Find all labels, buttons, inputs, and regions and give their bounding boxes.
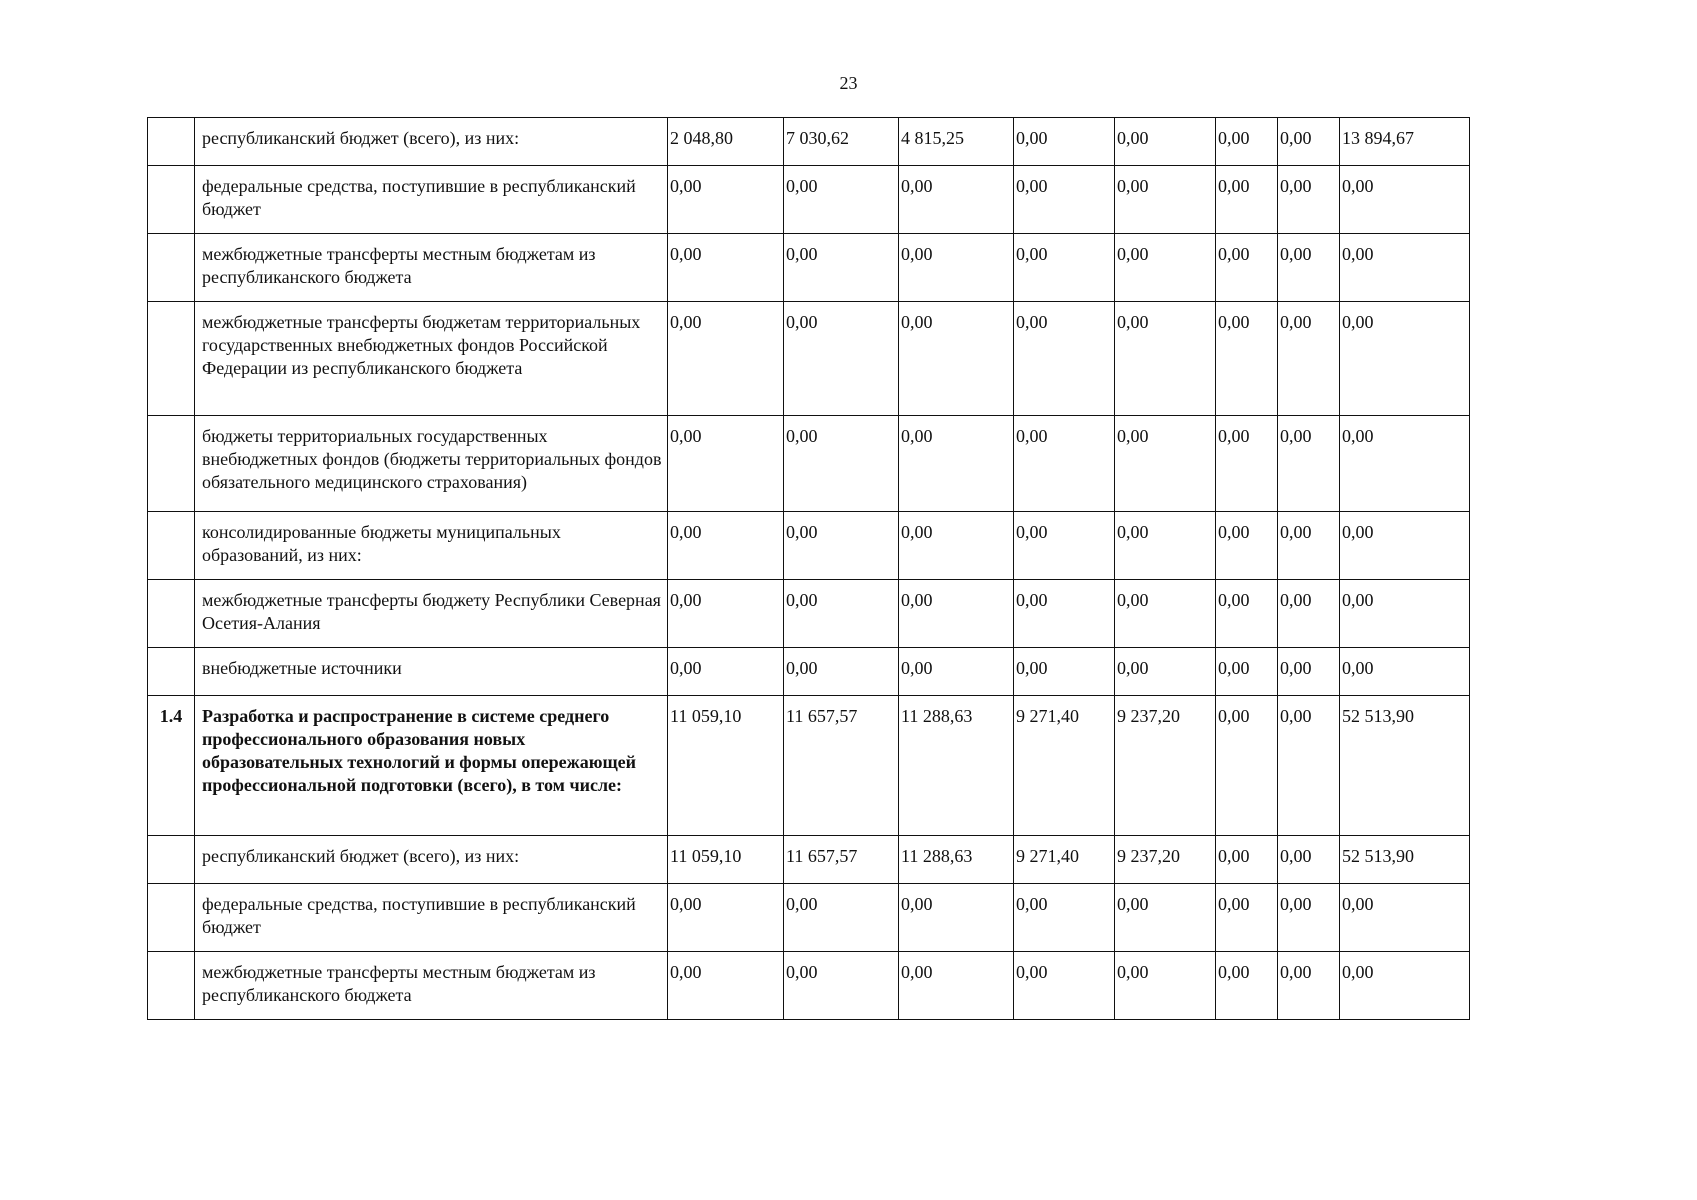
budget-table [147,117,1470,1020]
value-cell: 0,00 [1014,118,1115,166]
value-cell: 0,00 [668,648,784,696]
table-row [148,416,1470,512]
value-cell: 0,00 [1014,884,1115,952]
value-cell: 0,00 [1115,416,1216,512]
table-row [148,234,1470,302]
value-cell: 2 048,80 [668,118,784,166]
value-cell: 0,00 [1278,580,1340,648]
value-cell: 0,00 [899,416,1014,512]
value-cell: 0,00 [1216,836,1278,884]
value-cell: 0,00 [784,952,899,1020]
value-cell: 0,00 [1115,512,1216,580]
value-cell: 0,00 [1014,512,1115,580]
value-cell: 0,00 [784,166,899,234]
row-code [148,118,195,166]
table-row [148,648,1470,696]
value-cell: 0,00 [1216,302,1278,416]
value-cell: 0,00 [1115,648,1216,696]
value-cell: 0,00 [1216,118,1278,166]
value-cell: 0,00 [668,234,784,302]
value-cell: 0,00 [1278,512,1340,580]
table-row [148,302,1470,416]
value-cell: 0,00 [1014,952,1115,1020]
value-cell: 0,00 [1340,580,1470,648]
value-cell: 0,00 [668,166,784,234]
value-cell: 52 513,90 [1340,836,1470,884]
value-cell: 0,00 [784,234,899,302]
value-cell: 0,00 [668,302,784,416]
table-row [148,580,1470,648]
value-cell: 0,00 [1014,302,1115,416]
value-cell: 0,00 [1278,166,1340,234]
value-cell: 0,00 [1278,302,1340,416]
value-cell: 0,00 [899,952,1014,1020]
row-code [148,580,195,648]
value-cell: 13 894,67 [1340,118,1470,166]
value-cell: 9 271,40 [1014,696,1115,836]
value-cell: 0,00 [1278,884,1340,952]
value-cell: 0,00 [1014,580,1115,648]
value-cell: 0,00 [1115,118,1216,166]
row-code [148,416,195,512]
table-row [148,512,1470,580]
row-code [148,648,195,696]
value-cell: 0,00 [1216,416,1278,512]
value-cell: 0,00 [784,302,899,416]
value-cell: 0,00 [1216,512,1278,580]
value-cell: 11 288,63 [899,696,1014,836]
row-label: федеральные средства, поступившие в республиканский бюджет [195,884,668,952]
row-code [148,234,195,302]
value-cell: 0,00 [784,580,899,648]
row-label: межбюджетные трансферты местным бюджетам из республиканского бюджета [195,234,668,302]
value-cell: 9 237,20 [1115,696,1216,836]
value-cell: 0,00 [668,884,784,952]
value-cell: 52 513,90 [1340,696,1470,836]
value-cell: 0,00 [899,234,1014,302]
value-cell: 0,00 [1340,166,1470,234]
value-cell: 7 030,62 [784,118,899,166]
value-cell: 11 059,10 [668,836,784,884]
value-cell: 11 657,57 [784,696,899,836]
value-cell: 0,00 [1216,952,1278,1020]
row-label: республиканский бюджет (всего), из них: [195,836,668,884]
value-cell: 0,00 [1340,234,1470,302]
value-cell: 0,00 [1278,952,1340,1020]
table-row [148,166,1470,234]
value-cell: 0,00 [1340,884,1470,952]
value-cell: 0,00 [899,512,1014,580]
value-cell: 0,00 [1278,836,1340,884]
row-code [148,166,195,234]
table-row [148,118,1470,166]
value-cell: 0,00 [784,884,899,952]
value-cell: 0,00 [784,416,899,512]
row-label: межбюджетные трансферты бюджету Республики Северная Осетия-Алания [195,580,668,648]
value-cell: 9 271,40 [1014,836,1115,884]
value-cell: 0,00 [1340,648,1470,696]
value-cell: 0,00 [784,648,899,696]
row-code [148,952,195,1020]
row-label: федеральные средства, поступившие в республиканский бюджет [195,166,668,234]
value-cell: 0,00 [1115,302,1216,416]
value-cell: 9 237,20 [1115,836,1216,884]
value-cell: 0,00 [1340,952,1470,1020]
value-cell: 0,00 [1278,234,1340,302]
value-cell: 0,00 [1278,648,1340,696]
value-cell: 0,00 [1278,416,1340,512]
value-cell: 0,00 [899,580,1014,648]
value-cell: 0,00 [1014,234,1115,302]
value-cell: 0,00 [1115,580,1216,648]
value-cell: 0,00 [1216,234,1278,302]
row-label: межбюджетные трансферты бюджетам территориальных государственных внебюджетных фондов Российской Федерации из республиканского бюджета [195,302,668,416]
table-row [148,884,1470,952]
row-code [148,884,195,952]
value-cell: 0,00 [1340,416,1470,512]
value-cell: 11 059,10 [668,696,784,836]
value-cell: 0,00 [1014,648,1115,696]
page-number: 23 [839,73,858,93]
value-cell: 0,00 [1278,118,1340,166]
value-cell: 0,00 [1216,648,1278,696]
value-cell: 4 815,25 [899,118,1014,166]
value-cell: 11 657,57 [784,836,899,884]
row-label: межбюджетные трансферты местным бюджетам из республиканского бюджета [195,952,668,1020]
value-cell: 0,00 [1115,234,1216,302]
value-cell: 0,00 [1115,884,1216,952]
table-body [148,118,1470,1020]
value-cell: 0,00 [1216,580,1278,648]
value-cell: 0,00 [1340,302,1470,416]
row-label: республиканский бюджет (всего), из них: [195,118,668,166]
value-cell: 0,00 [1216,696,1278,836]
value-cell: 0,00 [1340,512,1470,580]
value-cell: 0,00 [668,512,784,580]
value-cell: 0,00 [1014,416,1115,512]
row-code [148,302,195,416]
value-cell: 0,00 [1014,166,1115,234]
value-cell: 0,00 [899,166,1014,234]
value-cell: 0,00 [668,952,784,1020]
value-cell: 11 288,63 [899,836,1014,884]
value-cell: 0,00 [668,416,784,512]
row-label: Разработка и распространение в системе среднего профессионального образования новых образовательных технологий и формы опережающей профессиональной подготовки (всего), в том числе: [195,696,668,836]
table-row [148,836,1470,884]
table-row [148,952,1470,1020]
row-code: 1.4 [148,696,195,836]
table-row [148,696,1470,836]
row-label: внебюджетные источники [195,648,668,696]
row-label: консолидированные бюджеты муниципальных образований, из них: [195,512,668,580]
row-code [148,836,195,884]
value-cell: 0,00 [784,512,899,580]
value-cell: 0,00 [668,580,784,648]
value-cell: 0,00 [1115,952,1216,1020]
value-cell: 0,00 [1278,696,1340,836]
value-cell: 0,00 [899,884,1014,952]
value-cell: 0,00 [1115,166,1216,234]
row-code [148,512,195,580]
value-cell: 0,00 [899,302,1014,416]
value-cell: 0,00 [1216,884,1278,952]
value-cell: 0,00 [1216,166,1278,234]
row-label: бюджеты территориальных государственных внебюджетных фондов (бюджеты территориальных фондов обязательного медицинского страхования) [195,416,668,512]
value-cell: 0,00 [899,648,1014,696]
